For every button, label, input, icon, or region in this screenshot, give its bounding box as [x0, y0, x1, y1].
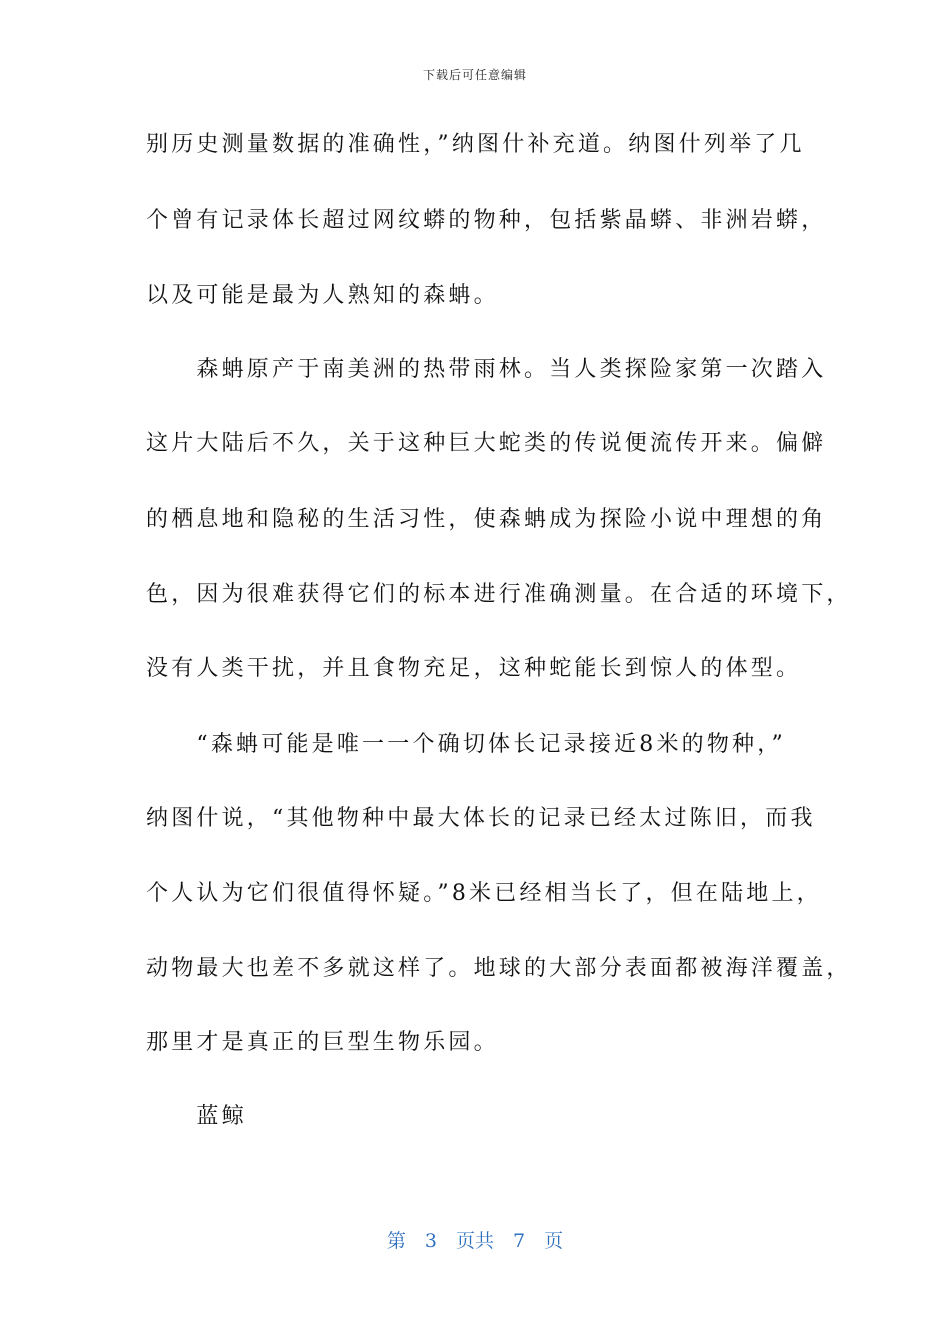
body-line: 森蚺原产于南美洲的热带雨林。当人类探险家第一次踏入: [146, 357, 827, 382]
page-number: 第 3 页共 7 页: [386, 1230, 564, 1252]
body-line: 那里才是真正的巨型生物乐园。: [146, 1030, 499, 1055]
header-note: 下载后可任意编辑: [422, 68, 527, 82]
body-line: 的栖息地和隐秘的生活习性，使森蚺成为探险小说中理想的角: [146, 507, 827, 532]
body-line: “森蚺可能是唯一一个确切体长记录接近8米的物种，”: [146, 732, 786, 757]
body-line: 以及可能是最为人熟知的森蚺。: [146, 283, 499, 308]
body-line: 个曾有记录体长超过网纹蟒的物种，包括紫晶蟒、非洲岩蟒，: [146, 208, 827, 233]
body-line: 别历史测量数据的准确性，”纳图什补充道。纳图什列举了几: [146, 132, 805, 157]
body-line: 这片大陆后不久，关于这种巨大蛇类的传说便流传开来。偏僻: [146, 431, 827, 456]
body-line: 纳图什说，“其他物种中最大体长的记录已经太过陈旧，而我: [146, 806, 816, 831]
body-line: 动物最大也差不多就这样了。地球的大部分表面都被海洋覆盖，: [146, 956, 852, 981]
section-heading: 蓝鲸: [146, 1104, 247, 1129]
body-line: 没有人类干扰，并且食物充足，这种蛇能长到惊人的体型。: [146, 656, 802, 681]
body-line: 色，因为很难获得它们的标本进行准确测量。在合适的环境下，: [146, 582, 852, 607]
body-line: 个人认为它们很值得怀疑。”8米已经相当长了，但在陆地上，: [146, 881, 822, 906]
